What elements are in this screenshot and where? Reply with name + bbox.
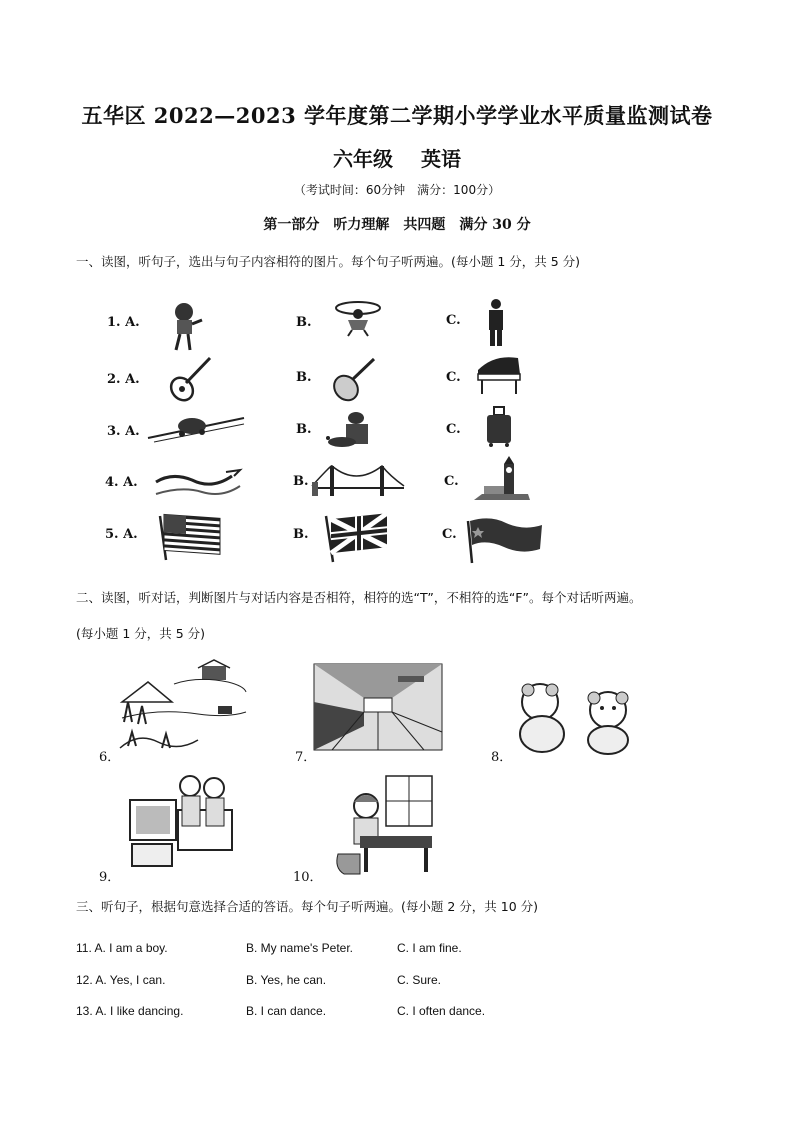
q12-option-b: B. Yes, he can. [246, 973, 327, 987]
subject-label: 英语 [421, 147, 461, 171]
dancer-icon [334, 298, 384, 338]
part-title: 第一部分 听力理解 共四题 满分 30 分 [263, 217, 531, 233]
hat-person-icon [320, 408, 380, 450]
piano-icon [474, 352, 524, 398]
q4-c-label: C. [444, 474, 459, 489]
section2-instruction-line1: 二、读图，听对话，判断图片与对话内容是否相符，相符的选“T”，不相符的选“F”。每个对话听两遍。 [76, 590, 642, 605]
item-10-label: 10． [293, 870, 323, 885]
exam-subtitle [0, 143, 794, 172]
item-6-label: 6． [99, 750, 121, 765]
q3-b-label: B. [296, 422, 312, 437]
train-station-icon [312, 662, 444, 752]
boy-piano-icon [330, 772, 434, 876]
q12-option-c: C. Sure. [397, 973, 442, 987]
q5-b-label: B. [293, 527, 309, 542]
q11-option-c: C. I am fine. [397, 941, 462, 955]
suitcase-icon [484, 405, 514, 447]
q1-c-label: C. [446, 313, 461, 328]
q13-option-b: B. I can dance. [246, 1004, 327, 1018]
teddy-bear-icon [512, 680, 642, 756]
q13-option-a: 13. A. I like dancing. [76, 1004, 184, 1018]
us-flag-icon [158, 512, 222, 562]
q2-a-label: 2. A. [107, 372, 140, 387]
person-icon [168, 300, 208, 352]
pipa-icon [332, 356, 378, 402]
item-8-label: 8． [491, 750, 513, 765]
big-ben-icon [470, 454, 534, 504]
q4-a-label: 4. A. [105, 475, 138, 490]
grade-label: 六年级 [333, 147, 393, 171]
section2-instruction-line2: (每小题 1 分，共 5 分) [76, 626, 206, 641]
suited-man-icon [484, 298, 508, 348]
rollerblade-icon [146, 412, 246, 446]
guitar-icon [168, 355, 214, 403]
section3-instruction: 三、听句子，根据句意选择合适的答语。每个句子听两遍。(每小题 2 分，共 10 分) [76, 899, 539, 914]
exam-time-info: （考试时间：60分钟 满分：100分） [293, 183, 501, 197]
item-7-label: 7． [295, 750, 317, 765]
item-9-label: 9． [99, 870, 121, 885]
bridge-icon [310, 462, 406, 500]
q13-option-c: C. I often dance. [397, 1004, 486, 1018]
china-flag-icon [466, 517, 546, 565]
exam-title: 五华区 2022—2023 学年度第二学期小学学业水平质量监测试卷 [81, 103, 713, 128]
q2-b-label: B. [296, 370, 312, 385]
section1-instruction: 一、读图，听句子，选出与句子内容相符的图片。每个句子听两遍。(每小题 1 分，共 5 分) [76, 254, 581, 269]
great-wall-icon [152, 462, 244, 504]
q5-a-label: 5. A. [105, 527, 138, 542]
q11-option-a: 11. A. I am a boy. [76, 941, 168, 955]
q12-option-a: 12. A. Yes, I can. [76, 973, 166, 987]
q5-c-label: C. [442, 527, 457, 542]
watching-tv-icon [126, 774, 234, 876]
q1-a-label: 1. A. [107, 315, 140, 330]
q2-c-label: C. [446, 370, 461, 385]
uk-flag-icon [323, 510, 391, 564]
q1-b-label: B. [296, 315, 312, 330]
q3-a-label: 3. A. [107, 424, 140, 439]
q11-option-b: B. My name's Peter. [246, 941, 353, 955]
q3-c-label: C. [446, 422, 461, 437]
q4-b-label: B. [293, 474, 309, 489]
landscape-icon [118, 662, 248, 750]
